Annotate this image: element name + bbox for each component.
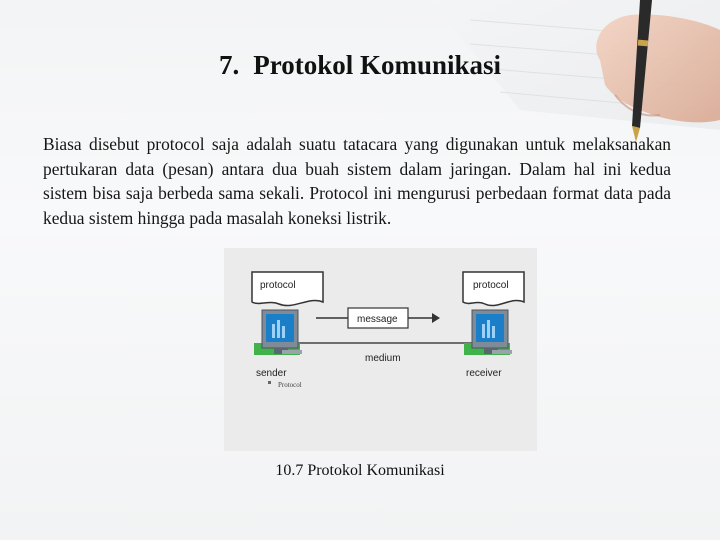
left-protocol-box: [252, 272, 323, 306]
right-protocol-label: protocol: [473, 280, 509, 291]
receiver-computer-icon: [464, 310, 512, 355]
message-arrow: [316, 308, 440, 328]
sender-label: sender: [256, 368, 287, 379]
message-label: message: [357, 314, 398, 325]
title-text: Protokol Komunikasi: [253, 50, 502, 80]
slide-title: [0, 50, 720, 81]
protocol-diagram-svg: [224, 248, 537, 451]
medium-label: medium: [365, 353, 401, 364]
figure-caption: 10.7 Protokol Komunikasi: [275, 462, 445, 479]
receiver-label: receiver: [466, 368, 502, 379]
left-protocol-label: protocol: [260, 280, 296, 291]
bullet-text: Protocol: [278, 381, 302, 389]
right-protocol-box: [463, 272, 524, 306]
bullet-icon: [268, 381, 271, 384]
sender-computer-icon: [254, 310, 302, 355]
body-paragraph: Biasa disebut protocol saja adalah suatu tatacara yang digunakan untuk melaksanakan pertukaran data (pesan) antara dua buah sistem dalam jaringan. Dalam hal ini kedua sistem bisa saja berbeda sama sekali. Protocol ini mengurusi perbedaan format data pada kedua sistem hingga pada masalah koneksi listrik.: [43, 134, 671, 228]
title-number: 7.: [218, 50, 240, 80]
protocol-diagram: [224, 248, 537, 451]
